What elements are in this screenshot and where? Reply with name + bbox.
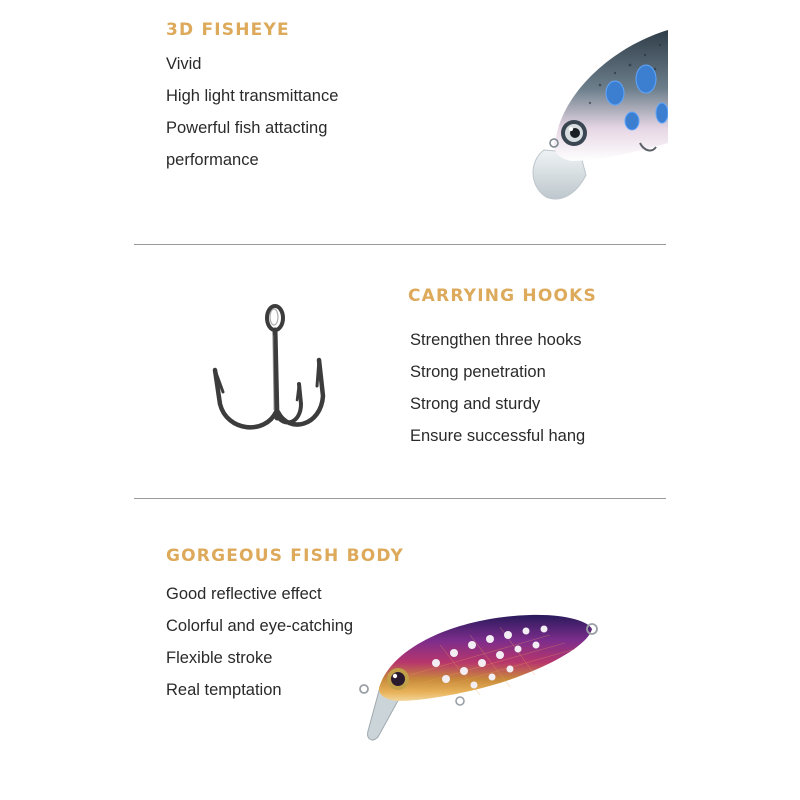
treble-hook-icon: [205, 300, 335, 445]
feature-list: [410, 324, 585, 452]
feature-item: Vivid: [166, 55, 202, 73]
feature-item: Good reflective effect: [166, 585, 322, 603]
section-title: CARRYING HOOKS: [408, 286, 597, 306]
section-title: 3D FISHEYE: [166, 20, 290, 40]
feature-item: Strengthen three hooks: [410, 331, 582, 349]
feature-item: Ensure successful hang: [410, 427, 586, 445]
feature-item: Powerful fish attacting: [166, 119, 328, 137]
feature-item: High light transmittance: [166, 87, 339, 105]
feature-item: Colorful and eye-catching: [166, 617, 354, 635]
lure-head-closeup-icon: [520, 25, 668, 205]
feature-list: [166, 578, 353, 706]
feature-item: Strong penetration: [410, 363, 546, 381]
section-divider: [134, 244, 666, 245]
feature-item: performance: [166, 151, 259, 169]
feature-item: Real temptation: [166, 681, 282, 699]
section-title: GORGEOUS FISH BODY: [166, 546, 405, 566]
feature-list: [166, 48, 338, 176]
feature-item: Flexible stroke: [166, 649, 273, 667]
purple-minnow-lure-icon: [350, 605, 605, 750]
feature-item: Strong and sturdy: [410, 395, 541, 413]
section-divider: [134, 498, 666, 499]
